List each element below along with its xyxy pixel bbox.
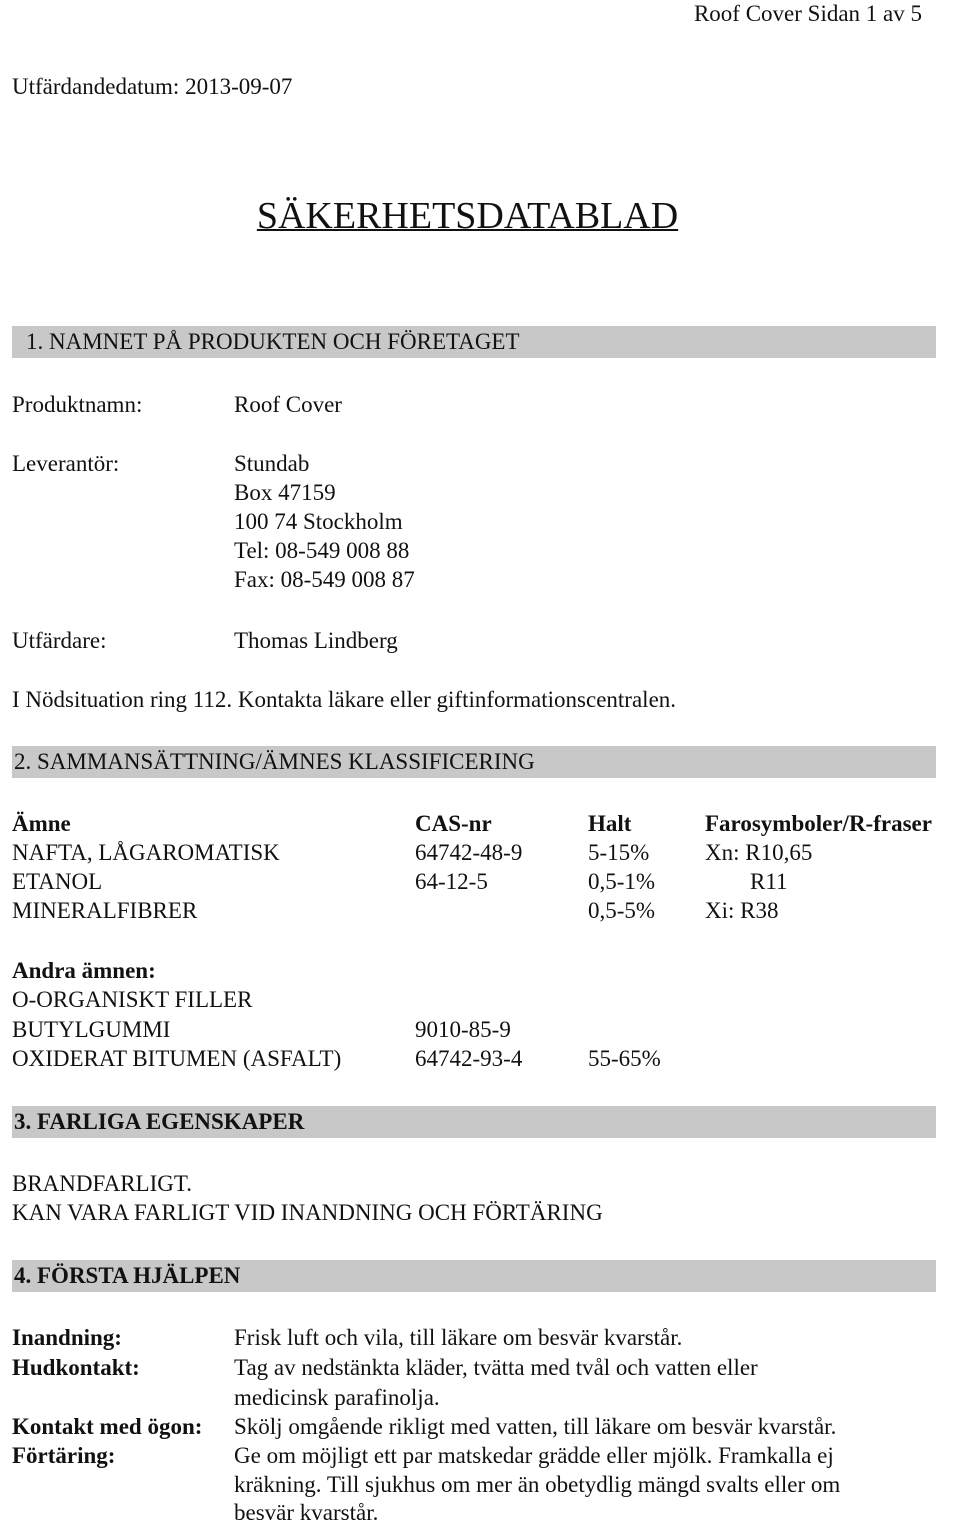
table-cell-cas: 64-12-5 — [415, 869, 488, 894]
hazard-line: BRANDFARLIGT. — [12, 1171, 192, 1196]
other-substance-name: O-ORGANISKT FILLER — [12, 987, 253, 1012]
table-cell-substance: ETANOL — [12, 869, 103, 894]
issuer-value: Thomas Lindberg — [234, 628, 398, 653]
other-substance-cas: 64742-93-4 — [415, 1046, 523, 1071]
product-name-label: Produktnamn: — [12, 392, 143, 417]
table-cell-substance: NAFTA, LÅGAROMATISK — [12, 840, 280, 865]
other-substance-name: OXIDERAT BITUMEN (ASFALT) — [12, 1046, 342, 1071]
supplier-line: Box 47159 — [234, 480, 336, 505]
product-name-value: Roof Cover — [234, 392, 342, 417]
table-cell-content: 0,5-5% — [588, 898, 656, 923]
first-aid-text: Ge om möjligt ett par matskedar grädde eller mjölk. Framkalla ej — [234, 1443, 834, 1468]
document-title: SÄKERHETSDATABLAD — [256, 195, 679, 237]
first-aid-text: besvär kvarstår. — [234, 1500, 379, 1525]
section-3-heading-bar — [12, 1106, 936, 1138]
column-header-cas: CAS-nr — [415, 811, 492, 836]
first-aid-text: Skölj omgående rikligt med vatten, till läkare om besvär kvarstår. — [234, 1414, 837, 1439]
supplier-line: 100 74 Stockholm — [234, 509, 403, 534]
hazard-line: KAN VARA FARLIGT VID INANDNING OCH FÖRTÄRING — [12, 1200, 603, 1225]
issue-date: Utfärdandedatum: 2013-09-07 — [12, 74, 293, 99]
first-aid-label: Inandning: — [12, 1325, 122, 1350]
table-cell-content: 5-15% — [588, 840, 650, 865]
column-header-content: Halt — [588, 811, 632, 836]
first-aid-label: Förtäring: — [12, 1443, 116, 1468]
supplier-line: Fax: 08-549 008 87 — [234, 567, 415, 592]
table-cell-substance: MINERALFIBRER — [12, 898, 198, 923]
table-cell-cas: 64742-48-9 — [415, 840, 523, 865]
supplier-label: Leverantör: — [12, 451, 120, 476]
column-header-hazard: Farosymboler/R-fraser — [705, 811, 932, 836]
column-header-substance: Ämne — [12, 811, 71, 836]
first-aid-text: Frisk luft och vila, till läkare om besvär kvarstår. — [234, 1325, 683, 1350]
first-aid-label: Hudkontakt: — [12, 1355, 140, 1380]
emergency-note: I Nödsituation ring 112. Kontakta läkare eller giftinformationscentralen. — [12, 687, 677, 712]
first-aid-text: Tag av nedstänkta kläder, tvätta med tvål och vatten eller — [234, 1355, 758, 1380]
section-1-heading: 1. NAMNET PÅ PRODUKTEN OCH FÖRETAGET — [26, 329, 520, 354]
first-aid-text: kräkning. Till sjukhus om mer än obetydlig mängd svalts eller om — [234, 1472, 841, 1497]
first-aid-text: medicinsk parafinolja. — [234, 1385, 440, 1410]
issuer-label: Utfärdare: — [12, 628, 107, 653]
section-4-heading: 4. FÖRSTA HJÄLPEN — [14, 1263, 241, 1288]
other-substance-cas: 9010-85-9 — [415, 1017, 511, 1042]
other-substance-name: BUTYLGUMMI — [12, 1017, 171, 1042]
table-cell-hazard: Xn: R10,65 — [705, 840, 813, 865]
page-indicator: Roof Cover Sidan 1 av 5 — [693, 1, 922, 26]
section-1-heading-bar — [12, 326, 936, 358]
table-cell-content: 0,5-1% — [588, 869, 656, 894]
section-2-heading-bar — [12, 746, 936, 778]
other-substance-content: 55-65% — [588, 1046, 661, 1071]
section-3-heading: 3. FARLIGA EGENSKAPER — [14, 1109, 305, 1134]
table-cell-hazard: Xi: R38 — [705, 898, 779, 923]
first-aid-label: Kontakt med ögon: — [12, 1414, 203, 1439]
section-2-heading: 2. SAMMANSÄTTNING/ÄMNES KLASSIFICERING — [14, 749, 535, 774]
supplier-line: Stundab — [234, 451, 310, 476]
section-4-heading-bar — [12, 1260, 936, 1292]
table-cell-hazard: R11 — [750, 869, 788, 894]
supplier-line: Tel: 08-549 008 88 — [234, 538, 410, 563]
other-substances-heading: Andra ämnen: — [12, 958, 156, 983]
